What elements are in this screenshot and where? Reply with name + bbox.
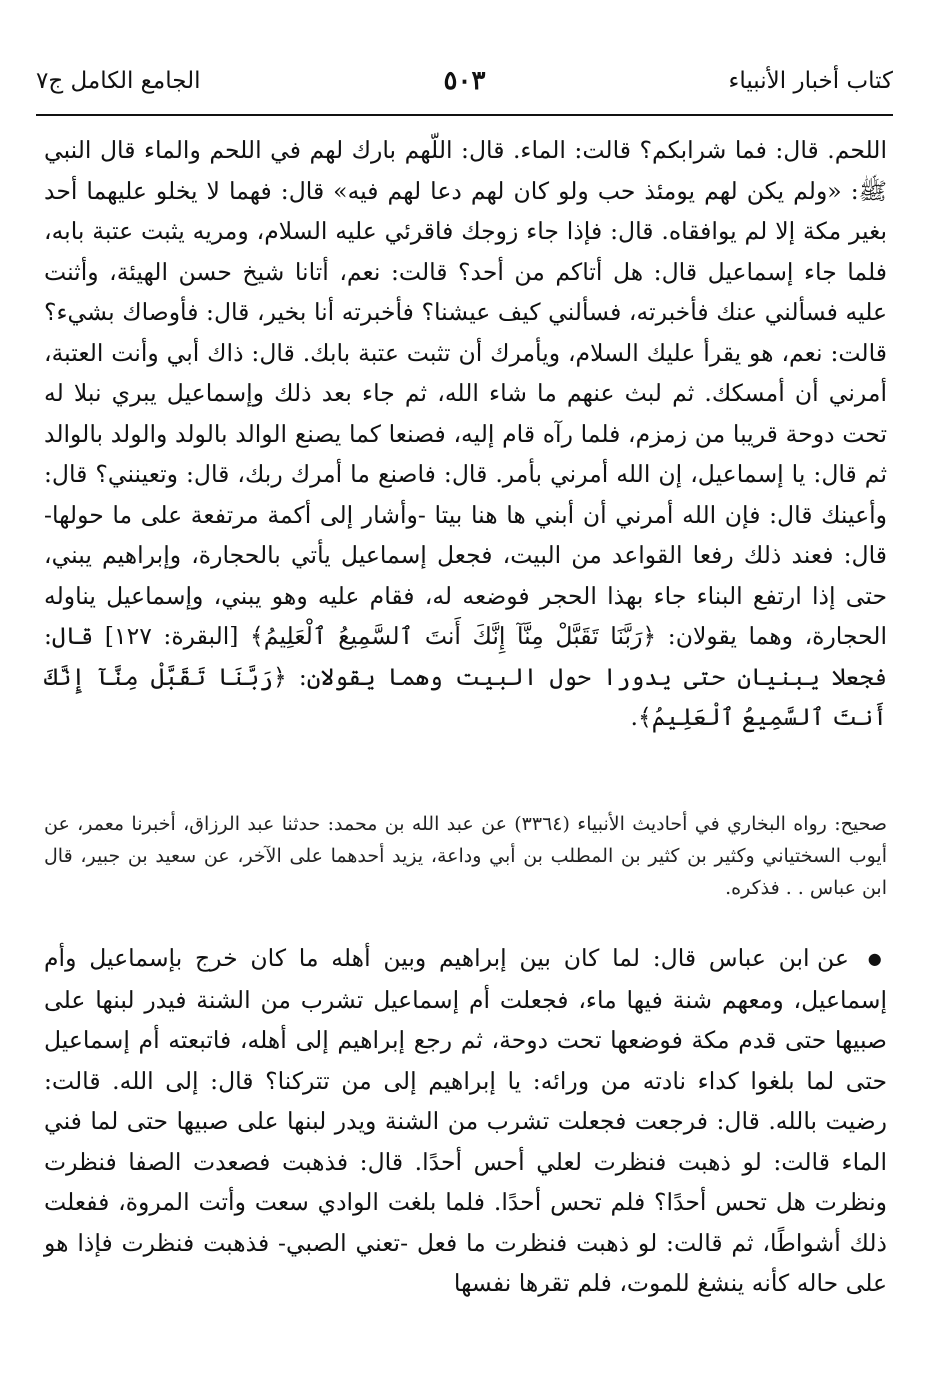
book-title: كتاب أخبار الأنبياء	[728, 68, 893, 94]
main-paragraph: اللحم. قال: فما شرابكم؟ قالت: الماء. قال: اللّهم بارك لهم في اللحم والماء قال النبي ﷺ: «ولم يكن لهم يومئذ حب ولو كان لهم دعا لهم فيه» قال: فهما لا يخلو عليهما أحد بغير مكة إلا لم يوافقاه. قال: فإذا جاء زوجك فاقرئي عليه السلام، ومريه يثبت عتبة بابه، فلما جاء إسماعيل قال: هل أتاكم من أحد؟ قالت: نعم، أتانا شيخ حسن الهيئة، وأثنت عليه فسألني عنك فأخبرته، فسألني كيف عيشنا؟ فأخبرته أنا بخير، قال: فأوصاك بشيء؟ قالت: نعم، هو يقرأ عليك السلام، ويأمرك أن تثبت عتبة بابك. قال: ذاك أبي وأنت العتبة، أمرني أن أمسكك. ثم لبث عنهم ما شاء الله، ثم جاء بعد ذلك وإسماعيل يبري نبلا له تحت دوحة قريبا من زمزم، فلما رآه قام إليه، فصنعا كما يصنع الوالد بالولد والولد بالوالد ثم قال: يا إسماعيل، إن الله أمرني بأمر. قال: فاصنع ما أمرك ربك، قال: وتعينني؟ قال: وأعينك قال: فإن الله أمرني أن أبني ها هنا بيتا -وأشار إلى أكمة مرتفعة على ما حولها- قال: فعند ذلك رفعا القواعد من البيت، فجعل إسماعيل يأتي بالحجارة، وإبراهيم يبني، حتى إذا ارتفع البناء جاء بهذا الحجر فوضعه له، فقام عليه وهو يبني، وإسماعيل يناوله الحجارة، وهما يقولان: ﴿رَبَّنَا تَقَبَّلْ مِنَّآ إِنَّكَ أَنتَ ٱلسَّمِيعُ ٱلْعَلِيمُ﴾ [البقرة: ١٢٧] قال: فجعلا يبنيان حتى يدورا حول البيت وهما يقولان: ﴿رَبَّنَا تَقَبَّلْ مِنَّآ إِنَّكَ أَنتَ ٱلسَّمِيعُ ٱلْعَلِيمُ﴾.	[44, 136, 887, 731]
bullet-icon: ●	[867, 949, 887, 968]
collection-title: الجامع الكامل ج٧	[36, 68, 201, 94]
hadith-source-note: صحيح: رواه البخاري في أحاديث الأنبياء (٣٣٦٤) عن عبد الله بن محمد: حدثنا عبد الرزاق، أخبرنا معمر، عن أيوب السختياني وكثير بن كثير بن المطلب بن أبي وداعة، يزيد أحدهما على الآخر، عن سعيد بن جبير، قال ابن عباس . . فذكره.	[44, 813, 887, 899]
second-hadith-paragraph	[44, 938, 887, 1304]
page-header	[36, 68, 893, 108]
header-divider	[36, 114, 893, 116]
second-hadith-text: عن ابن عباس قال: لما كان بين إبراهيم وبين أهله ما كان خرج بإسماعيل وأم إسماعيل، ومعهم شنة فيها ماء، فجعلت أم إسماعيل تشرب من الشنة فيدر لبنها على صبيها حتى قدم مكة فوضعها تحت دوحة، ثم رجع إبراهيم إلى أهله، فاتبعته أم إسماعيل حتى لما بلغوا كداء نادته من ورائه: يا إبراهيم إلى من تتركنا؟ قال: إلى الله. قالت: رضيت بالله. قال: فرجعت فجعلت تشرب من الشنة ويدر لبنها على صبيها حتى لما فني الماء قالت: لو ذهبت فنظرت لعلي أحس أحدًا. قال: فذهبت فصعدت الصفا فنظرت ونظرت هل تحس أحدًا؟ فلم تحس أحدًا. فلما بلغت الوادي سعت وأتت المروة، ففعلت ذلك أشواطًا، ثم قالت: لو ذهبت فنظرت ما فعل -تعني الصبي- فذهبت فنظرت فإذا هو على حاله كأنه ينشغ للموت، فلم تقرها نفسها	[44, 944, 887, 1297]
page-number: ٥٠٣	[443, 66, 486, 96]
